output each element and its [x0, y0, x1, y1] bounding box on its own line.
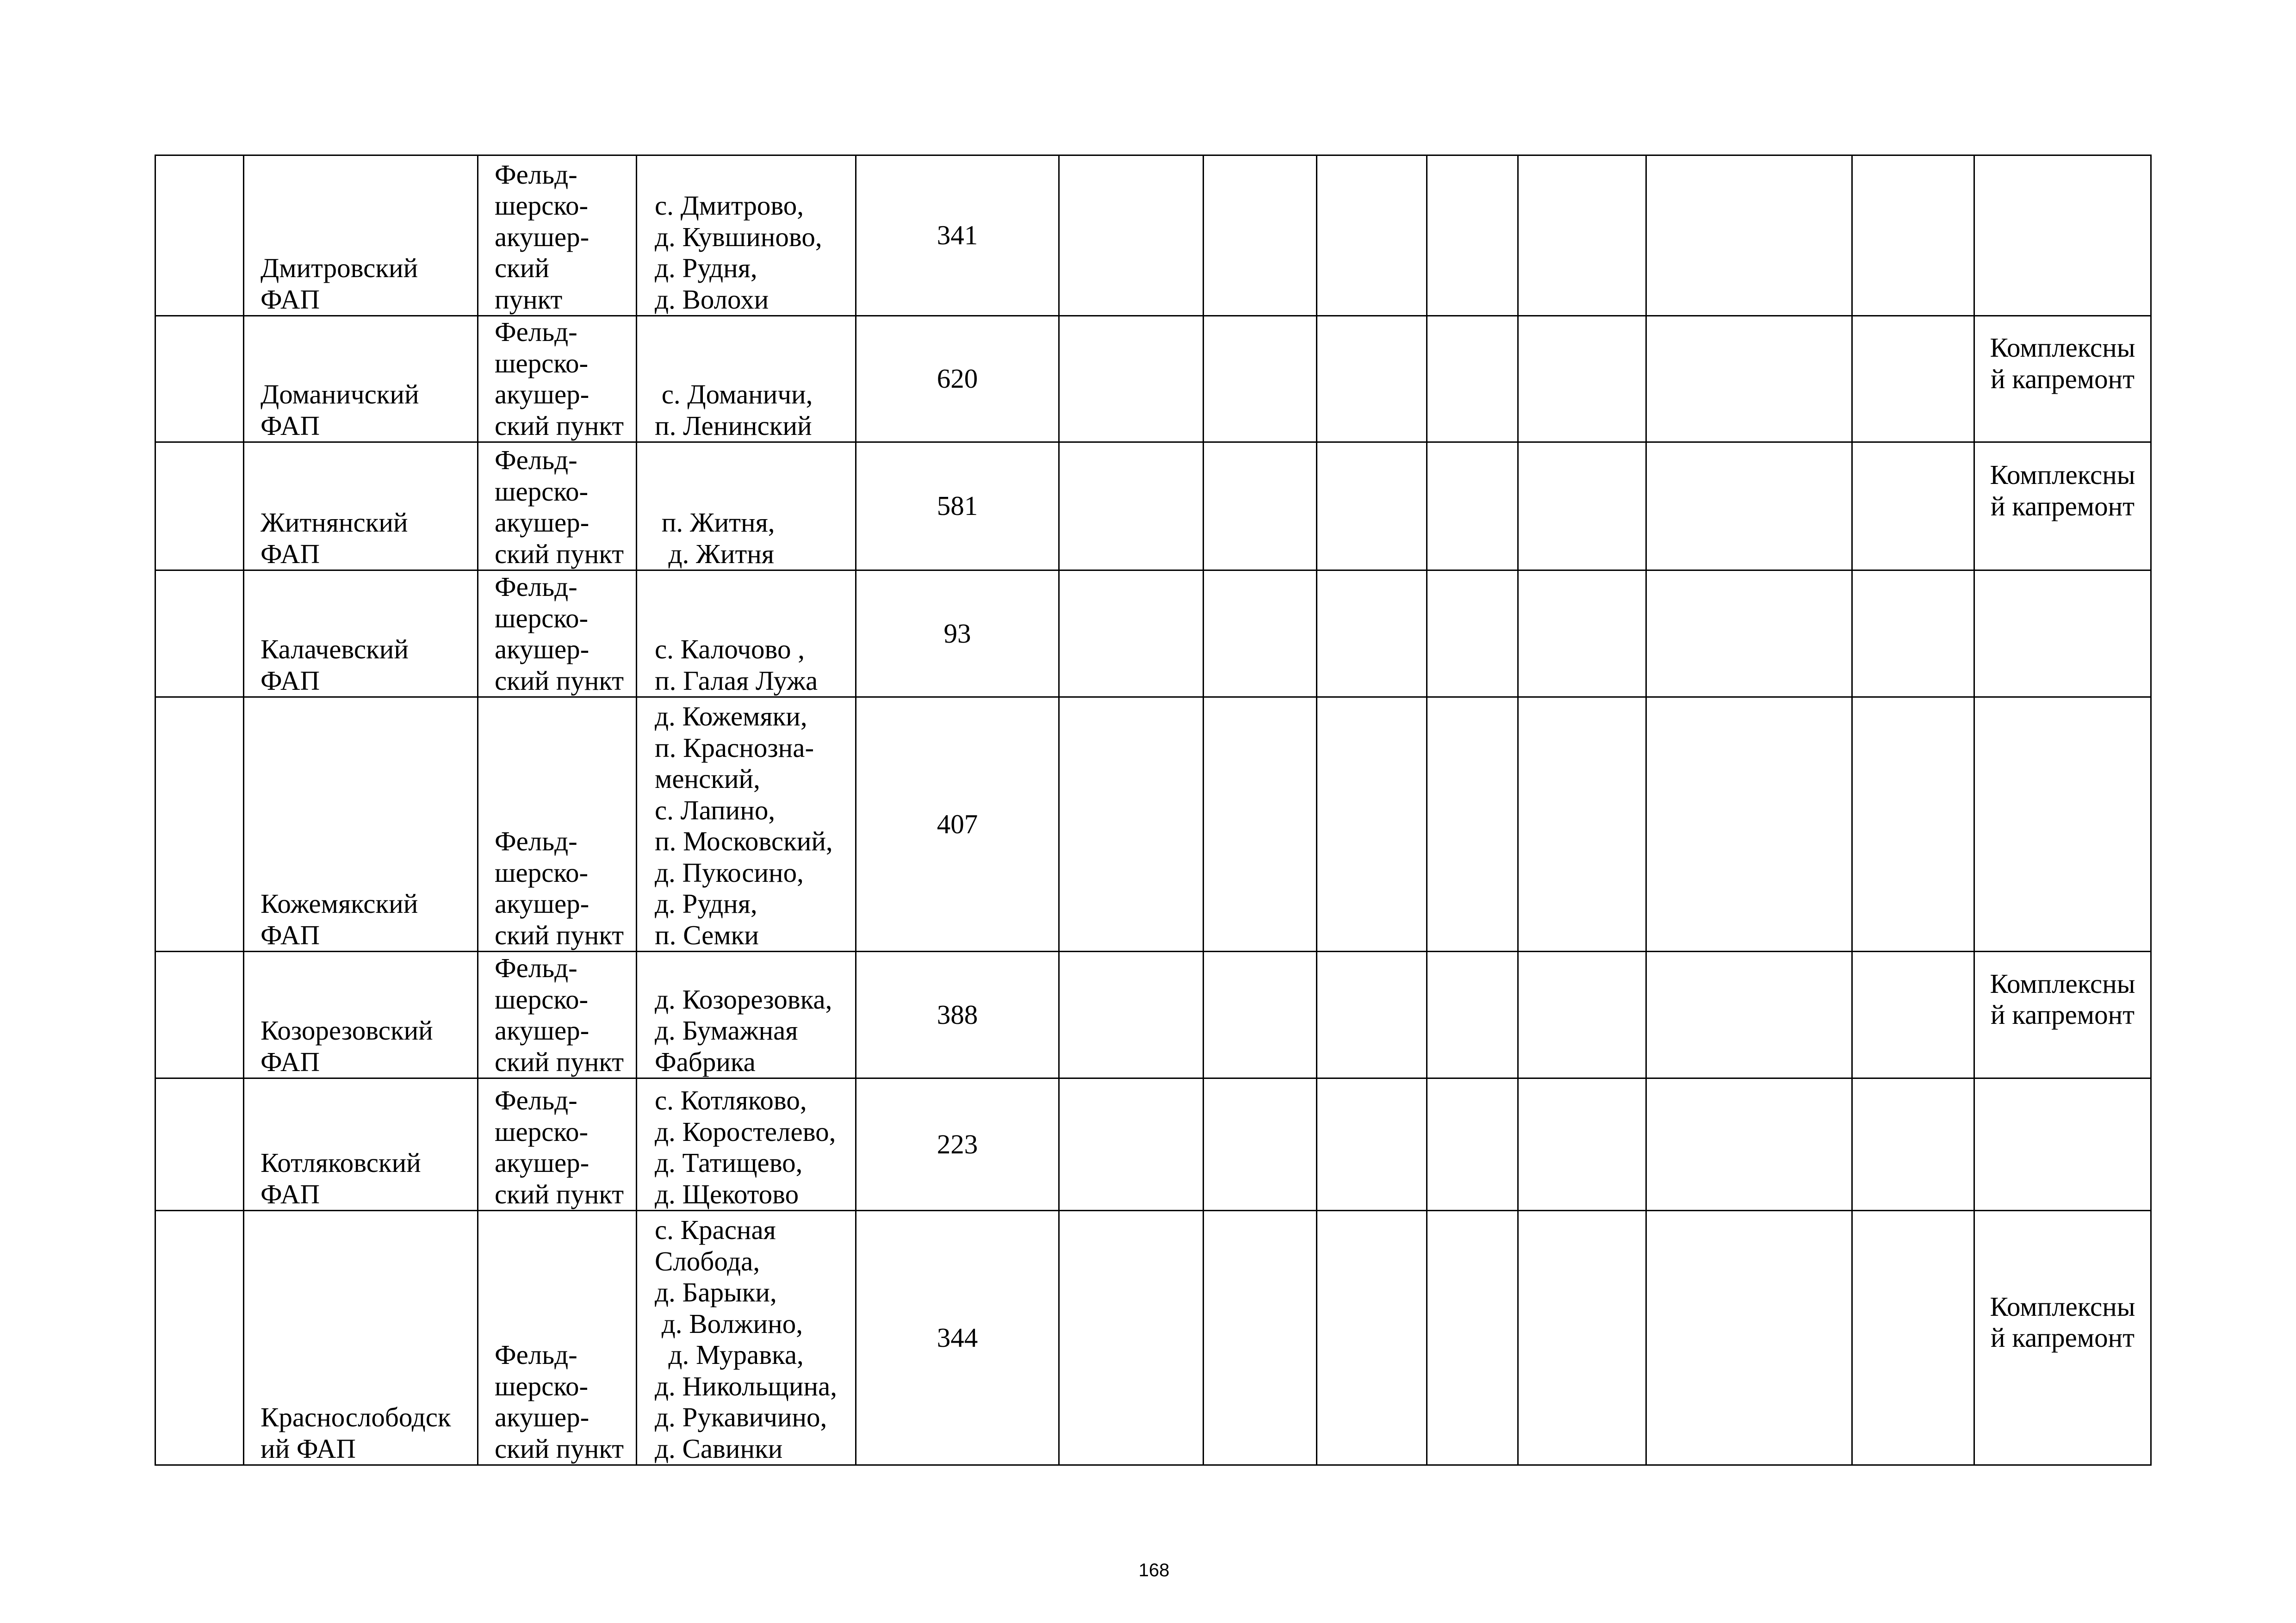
facility-type-cell: Фельд- шерско- акушер- ский пункт [478, 1211, 637, 1465]
empty-cell [1646, 1211, 1852, 1465]
empty-cell [1646, 442, 1852, 570]
empty-cell [1427, 570, 1518, 697]
empty-cell [1204, 570, 1317, 697]
empty-cell [1204, 697, 1317, 952]
table-row [155, 1211, 2151, 1465]
empty-cell [1518, 155, 1646, 316]
empty-cell [1317, 1211, 1427, 1465]
population-cell: 407 [856, 697, 1059, 952]
repair-note-cell [1974, 570, 2151, 697]
empty-cell [1518, 697, 1646, 952]
facility-name-cell: Краснослободск ий ФАП [244, 1211, 478, 1465]
row-number-cell [155, 1078, 244, 1211]
row-number-cell [155, 697, 244, 952]
empty-cell [1646, 155, 1852, 316]
table-row [155, 155, 2151, 316]
empty-cell [1059, 952, 1204, 1078]
table-row [155, 442, 2151, 570]
empty-cell [1317, 442, 1427, 570]
empty-cell [1204, 1211, 1317, 1465]
empty-cell [1427, 952, 1518, 1078]
empty-cell [1059, 1211, 1204, 1465]
empty-cell [1059, 1078, 1204, 1211]
empty-cell [1427, 697, 1518, 952]
repair-note-cell [1974, 697, 2151, 952]
empty-cell [1427, 316, 1518, 442]
empty-cell [1204, 316, 1317, 442]
facility-type-cell: Фельд- шерско- акушер- ский пункт [478, 1078, 637, 1211]
facilities-table [155, 155, 2152, 1466]
empty-cell [1518, 952, 1646, 1078]
empty-cell [1852, 1078, 1974, 1211]
settlements-cell: п. Житня, д. Житня [637, 442, 856, 570]
table-row [155, 316, 2151, 442]
facility-name-cell: Калачевский ФАП [244, 570, 478, 697]
repair-note-cell: Комплексны й капремонт [1974, 1211, 2151, 1465]
page-number: 168 [1138, 1560, 1170, 1580]
table-row [155, 952, 2151, 1078]
empty-cell [1852, 155, 1974, 316]
row-number-cell [155, 155, 244, 316]
repair-note-cell: Комплексны й капремонт [1974, 952, 2151, 1078]
empty-cell [1317, 952, 1427, 1078]
facility-type-cell: Фельд- шерско- акушер- ский пункт [478, 952, 637, 1078]
empty-cell [1427, 1078, 1518, 1211]
settlements-cell: с. Дмитрово, д. Кувшиново, д. Рудня, д. Волохи [637, 155, 856, 316]
row-number-cell [155, 1211, 244, 1465]
empty-cell [1852, 1211, 1974, 1465]
repair-note-cell: Комплексны й капремонт [1974, 316, 2151, 442]
empty-cell [1646, 570, 1852, 697]
empty-cell [1852, 570, 1974, 697]
settlements-cell: д. Козорезовка, д. Бумажная Фабрика [637, 952, 856, 1078]
facility-type-cell: Фельд- шерско- акушер- ский пункт [478, 155, 637, 316]
empty-cell [1317, 155, 1427, 316]
facility-name-cell: Кожемякский ФАП [244, 697, 478, 952]
repair-note-cell [1974, 155, 2151, 316]
empty-cell [1204, 442, 1317, 570]
facility-type-cell: Фельд- шерско- акушер- ский пункт [478, 442, 637, 570]
empty-cell [1204, 155, 1317, 316]
empty-cell [1852, 442, 1974, 570]
empty-cell [1518, 1078, 1646, 1211]
empty-cell [1204, 1078, 1317, 1211]
empty-cell [1518, 1211, 1646, 1465]
population-cell: 93 [856, 570, 1059, 697]
empty-cell [1317, 570, 1427, 697]
facility-name-cell: Дмитровский ФАП [244, 155, 478, 316]
table-body [155, 155, 2151, 1465]
empty-cell [1427, 442, 1518, 570]
empty-cell [1518, 442, 1646, 570]
empty-cell [1518, 316, 1646, 442]
empty-cell [1852, 952, 1974, 1078]
repair-note-cell: Комплексны й капремонт [1974, 442, 2151, 570]
table-row [155, 697, 2151, 952]
empty-cell [1204, 952, 1317, 1078]
table-row [155, 1078, 2151, 1211]
facility-type-cell: Фельд- шерско- акушер- ский пункт [478, 697, 637, 952]
population-cell: 344 [856, 1211, 1059, 1465]
empty-cell [1317, 316, 1427, 442]
population-cell: 223 [856, 1078, 1059, 1211]
settlements-cell: д. Кожемяки, п. Краснозна- менский, с. Лапино, п. Московский, д. Пукосино, д. Рудня, п. Семки [637, 697, 856, 952]
empty-cell [1852, 697, 1974, 952]
empty-cell [1852, 316, 1974, 442]
empty-cell [1059, 570, 1204, 697]
empty-cell [1646, 1078, 1852, 1211]
empty-cell [1059, 155, 1204, 316]
facility-name-cell: Козорезовский ФАП [244, 952, 478, 1078]
settlements-cell: с. Калочово , п. Галая Лужа [637, 570, 856, 697]
empty-cell [1646, 316, 1852, 442]
empty-cell [1317, 1078, 1427, 1211]
empty-cell [1646, 952, 1852, 1078]
empty-cell [1518, 570, 1646, 697]
empty-cell [1059, 316, 1204, 442]
empty-cell [1427, 1211, 1518, 1465]
table-row [155, 570, 2151, 697]
facility-name-cell: Житнянский ФАП [244, 442, 478, 570]
empty-cell [1427, 155, 1518, 316]
population-cell: 620 [856, 316, 1059, 442]
row-number-cell [155, 442, 244, 570]
population-cell: 581 [856, 442, 1059, 570]
facility-name-cell: Котляковский ФАП [244, 1078, 478, 1211]
empty-cell [1059, 442, 1204, 570]
empty-cell [1317, 697, 1427, 952]
empty-cell [1646, 697, 1852, 952]
row-number-cell [155, 570, 244, 697]
settlements-cell: с. Доманичи, п. Ленинский [637, 316, 856, 442]
population-cell: 388 [856, 952, 1059, 1078]
settlements-cell: с. Котляково, д. Коростелево, д. Татищево, д. Щекотово [637, 1078, 856, 1211]
facility-name-cell: Доманичский ФАП [244, 316, 478, 442]
row-number-cell [155, 316, 244, 442]
empty-cell [1059, 697, 1204, 952]
row-number-cell [155, 952, 244, 1078]
population-cell: 341 [856, 155, 1059, 316]
repair-note-cell [1974, 1078, 2151, 1211]
facility-type-cell: Фельд- шерско- акушер- ский пункт [478, 570, 637, 697]
facility-type-cell: Фельд- шерско- акушер- ский пункт [478, 316, 637, 442]
settlements-cell: с. Красная Слобода, д. Барыки, д. Волжино, д. Муравка, д. Никольщина, д. Рукавичино, д. Савинки [637, 1211, 856, 1465]
